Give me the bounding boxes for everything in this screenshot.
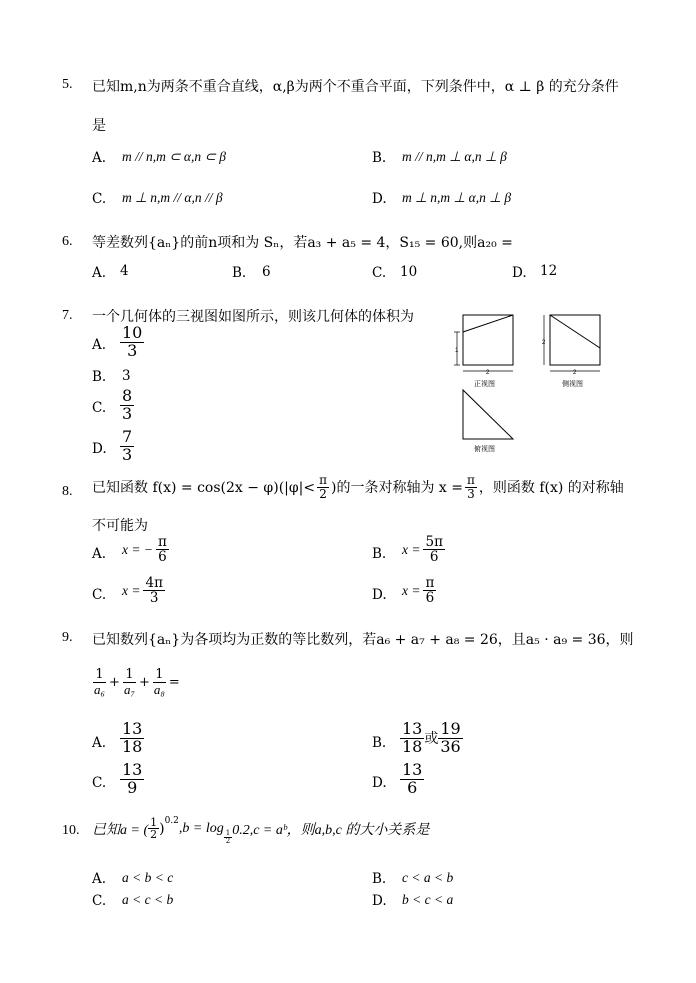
q9-number: 9. <box>62 630 73 645</box>
q6-option-d: 12 <box>540 263 558 279</box>
q9-option-d-letter: D. <box>372 775 387 791</box>
q8-c-pre: x = <box>122 582 141 598</box>
q10-option-a-letter: A. <box>92 871 107 887</box>
three-views-figure <box>448 308 608 458</box>
q9-stem: 已知数列{aₙ}为各项均为正数的等比数列，若a₆ + a₇ + a₈ = 26，且a₅ · a₉ = 36，则 <box>92 632 634 648</box>
q8-d-pre: x = <box>402 582 421 598</box>
q8-option-c-letter: C. <box>92 587 107 603</box>
q6-option-a-letter: A. <box>92 265 107 281</box>
q8-d-den: 6 <box>425 590 435 607</box>
front-view-label: 正视图 <box>474 381 495 388</box>
q6-number: 6. <box>62 234 73 249</box>
q9-plus-1: + <box>109 674 120 690</box>
q7-option-b-letter: B. <box>92 369 107 385</box>
q8-option-c <box>122 576 165 605</box>
q8-b-pre: x = <box>402 541 421 557</box>
q5-option-c: m ⊥ n,m // α,n // β <box>122 190 223 205</box>
q5-number: 5. <box>62 77 73 92</box>
q8-stem-a: 已知函数 f(x) = cos(2x − φ)(|φ|< <box>92 480 316 497</box>
q6-option-d-letter: D. <box>512 265 527 281</box>
q5-option-a-letter: A. <box>92 150 107 166</box>
q7-option-c <box>120 388 134 423</box>
q9-option-d <box>400 762 424 797</box>
q10-half-den: 2 <box>150 828 158 842</box>
q8-number: 8. <box>62 484 73 499</box>
q5-option-b-letter: B. <box>372 150 387 166</box>
q8-stem <box>92 474 624 500</box>
q10-option-a: a < b < c <box>122 870 174 885</box>
q9-a-num: 13 <box>122 719 143 738</box>
q10-stem-a: 已知a = ( <box>92 822 149 838</box>
q6-option-a: 4 <box>120 263 129 279</box>
q9-d-den: 6 <box>407 777 418 797</box>
q8-stem-frac-den: 2 <box>319 486 327 501</box>
q5-stem: 已知m,n为两条不重合直线，α,β为两个不重合平面，下列条件中，α ⊥ β 的充分条件 <box>92 79 619 95</box>
q9-b-den: 18 <box>402 736 423 756</box>
q10-number: 10. <box>62 823 80 838</box>
q5-option-d: m ⊥ n,m ⊥ α,n ⊥ β <box>402 190 512 205</box>
q8-c-den: 3 <box>149 590 159 607</box>
q8-a-num: π <box>157 534 167 550</box>
q10-log-base-num: 1 <box>225 829 231 837</box>
q7-option-b: 3 <box>122 368 131 384</box>
q9-t2-num: 1 <box>125 667 134 682</box>
q9-t1-num: 1 <box>95 667 104 682</box>
q9-t2-den: a₇ <box>123 681 135 697</box>
q10-stem: 已知a = ( $\frac{1}{2}$ ) $^{0.2}$ ,b = log $\frac{1}{2}$ 0.2,c = aᵇ，则a,b,c 的大小关系是 <box>92 815 430 846</box>
q8-option-d-letter: D. <box>372 587 387 603</box>
q10-log-base-den: 2 <box>225 837 231 846</box>
q7-stem: 一个几何体的三视图如图所示，则该几何体的体积为 <box>92 309 414 325</box>
front-view <box>454 315 513 388</box>
q6-option-c: 10 <box>400 264 418 280</box>
q10-half-num: 1 <box>150 815 158 829</box>
q8-stem-b-num: π <box>467 473 475 487</box>
top-view <box>463 390 513 453</box>
q9-option-c <box>120 762 144 797</box>
top-view-label: 俯视图 <box>474 446 495 453</box>
q9-c-den: 9 <box>127 777 138 797</box>
q9-expression <box>92 668 180 696</box>
q6-stem: 等差数列{aₙ}的前n项和为 Sₙ，若a₃ + a₅ = 4，S₁₅ = 60,则a₂₀ = <box>92 235 513 251</box>
q10-option-b: c < a < b <box>402 870 454 885</box>
q7-number: 7. <box>62 308 73 323</box>
q7-a-num: 10 <box>122 323 143 342</box>
q9-d-num: 13 <box>402 760 423 779</box>
side-view <box>542 315 600 388</box>
q8-option-b <box>402 535 445 564</box>
q9-equals: = <box>168 674 180 690</box>
side-view-label: 侧视图 <box>562 381 583 388</box>
q5-option-c-letter: C. <box>92 191 107 207</box>
q9-b-or: 或 <box>424 731 439 748</box>
q8-a-pre: x = − <box>122 541 153 557</box>
q5-option-b: m // n,m ⊥ α,n ⊥ β <box>402 149 507 164</box>
q7-option-a-letter: A. <box>92 337 107 353</box>
front-dim-2: 2 <box>486 370 490 376</box>
q8-option-a-letter: A. <box>92 546 107 562</box>
q8-stem-b-den: 3 <box>467 486 475 501</box>
q8-stem-c: ，则函数 f(x) 的对称轴 <box>478 480 624 497</box>
q7-d-den: 3 <box>122 444 133 464</box>
q10-option-d-letter: D. <box>372 893 387 909</box>
q5-option-d-letter: D. <box>372 191 387 207</box>
q9-option-a-letter: A. <box>92 735 107 751</box>
q9-plus-2: + <box>138 674 150 690</box>
q9-option-a <box>120 721 144 756</box>
q5-option-a: m // n,m ⊂ α,n ⊂ β <box>122 149 226 164</box>
q7-option-d <box>120 429 134 464</box>
q9-option-b-letter: B. <box>372 735 387 751</box>
q9-t3-num: 1 <box>155 667 164 682</box>
q5-stem-cont: 是 <box>92 118 106 134</box>
q10-stem-b: ,b = log <box>178 820 224 836</box>
q10-option-c-letter: C. <box>92 893 107 909</box>
q9-c-num: 13 <box>122 760 143 779</box>
q9-b-num2: 19 <box>440 719 461 738</box>
q6-option-c-letter: C. <box>372 265 387 281</box>
q10-exponent: 0.2 <box>164 816 179 826</box>
q8-c-num: 4π <box>145 575 163 591</box>
q9-b-num: 13 <box>402 719 423 738</box>
q8-b-den: 6 <box>429 549 439 566</box>
q8-option-b-letter: B. <box>372 546 387 562</box>
q7-option-c-letter: C. <box>92 400 107 416</box>
q6-option-b: 6 <box>262 264 271 280</box>
q9-option-b <box>400 721 463 756</box>
q9-b-den2: 36 <box>440 736 461 756</box>
q8-a-den: 6 <box>158 549 167 566</box>
q10-option-b-letter: B. <box>372 871 387 887</box>
q9-t3-den: a₈ <box>153 681 165 697</box>
q7-c-num: 8 <box>122 386 133 405</box>
q7-a-den: 3 <box>127 340 138 360</box>
side-dim-2b: 2 <box>573 370 577 376</box>
q10-option-d: b < c < a <box>402 892 454 907</box>
q8-b-num: 5π <box>425 534 443 550</box>
q10-stem-c: 0.2,c = aᵇ，则a,b,c 的大小关系是 <box>232 822 430 838</box>
q8-option-a <box>122 535 169 564</box>
q9-t1-den: a₆ <box>94 681 106 697</box>
side-dim-2: 2 <box>542 340 546 346</box>
q10-option-c: a < c < b <box>122 892 174 907</box>
q8-stem-b: )的一条对称轴为 x = <box>331 480 464 497</box>
q7-option-d-letter: D. <box>92 441 107 457</box>
q8-stem-frac-num: π <box>319 473 328 487</box>
q8-d-num: π <box>425 575 435 591</box>
q7-option-a <box>120 325 144 360</box>
q8-option-d <box>402 576 436 605</box>
front-dim-1: 1 <box>455 348 459 354</box>
q9-option-c-letter: C. <box>92 775 107 791</box>
q8-stem-cont: 不可能为 <box>92 518 148 534</box>
q9-a-den: 18 <box>122 736 143 756</box>
q7-c-den: 3 <box>122 403 133 423</box>
q6-option-b-letter: B. <box>232 265 247 281</box>
q7-d-num: 7 <box>122 427 133 446</box>
